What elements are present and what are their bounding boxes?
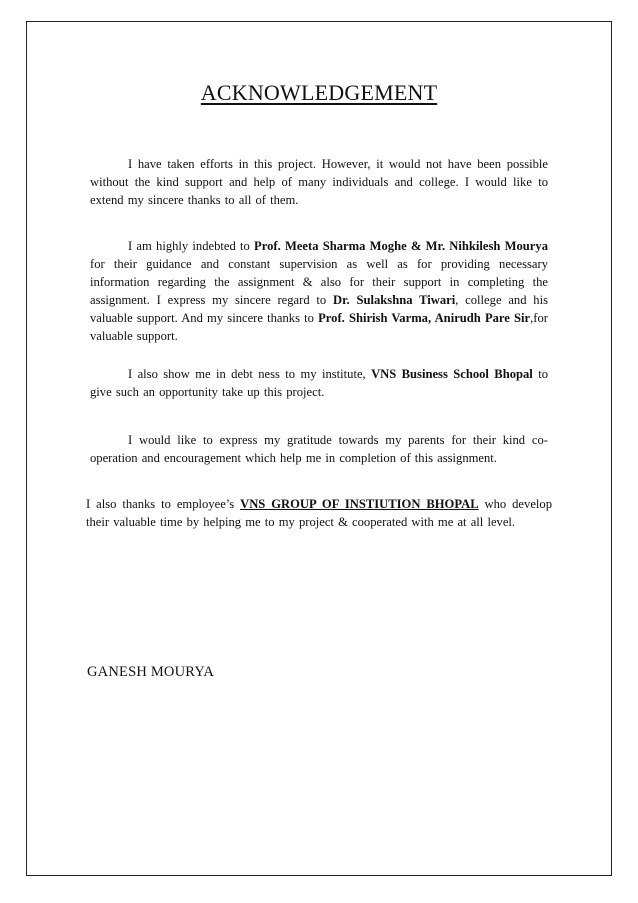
employees-text-1: I also thanks to employee’s bbox=[86, 497, 241, 511]
institute-text-2: to give such an opportunity take up this project. bbox=[90, 367, 548, 399]
paragraph-indebted bbox=[90, 237, 548, 345]
indebted-text-2: for their guidance and constant supervision as well as for providing necessary information regarding the assignment & also for their support in completing the assignment. I express my sincere regard to bbox=[90, 257, 548, 307]
indebted-text-1: I am highly indebted to bbox=[128, 239, 255, 253]
paragraph-employees bbox=[86, 495, 552, 531]
thanks-names: Prof. Shirish Varma, Anirudh Pare Sir bbox=[318, 311, 531, 325]
paragraph-institute bbox=[90, 365, 548, 401]
page-title: ACKNOWLEDGEMENT bbox=[200, 80, 438, 105]
institute-text-1: I also show me in debt ness to my institute, bbox=[128, 367, 372, 381]
paragraph-efforts bbox=[90, 155, 548, 209]
regard-name: Dr. Sulakshna Tiwari bbox=[333, 293, 456, 307]
paragraph-efforts-text: I have taken efforts in this project. However, it would not have been possible without the kind support and help of many individuals and college. I would like to extend my sincere thanks to all of them. bbox=[90, 157, 548, 207]
indebted-text-3: , college and his valuable support. And my sincere thanks to bbox=[90, 293, 548, 325]
employees-text-2: who develop their valuable time by helping me to my project & cooperated with me at all level. bbox=[86, 497, 552, 529]
signature-name: GANESH MOURYA bbox=[87, 664, 215, 680]
paragraph-parents bbox=[90, 431, 548, 467]
guide-names: Prof. Meeta Sharma Moghe & Mr. Nihkilesh Mourya bbox=[254, 239, 548, 253]
indebted-text-4: ,for valuable support. bbox=[90, 311, 548, 343]
paragraph-parents-text: I would like to express my gratitude towards my parents for their kind co-operation and encouragement which help me in completion of this assignment. bbox=[90, 433, 548, 465]
institute-name: VNS Business School Bhopal bbox=[371, 367, 533, 381]
group-name: VNS GROUP OF INSTIUTION BHOPAL bbox=[240, 497, 479, 511]
